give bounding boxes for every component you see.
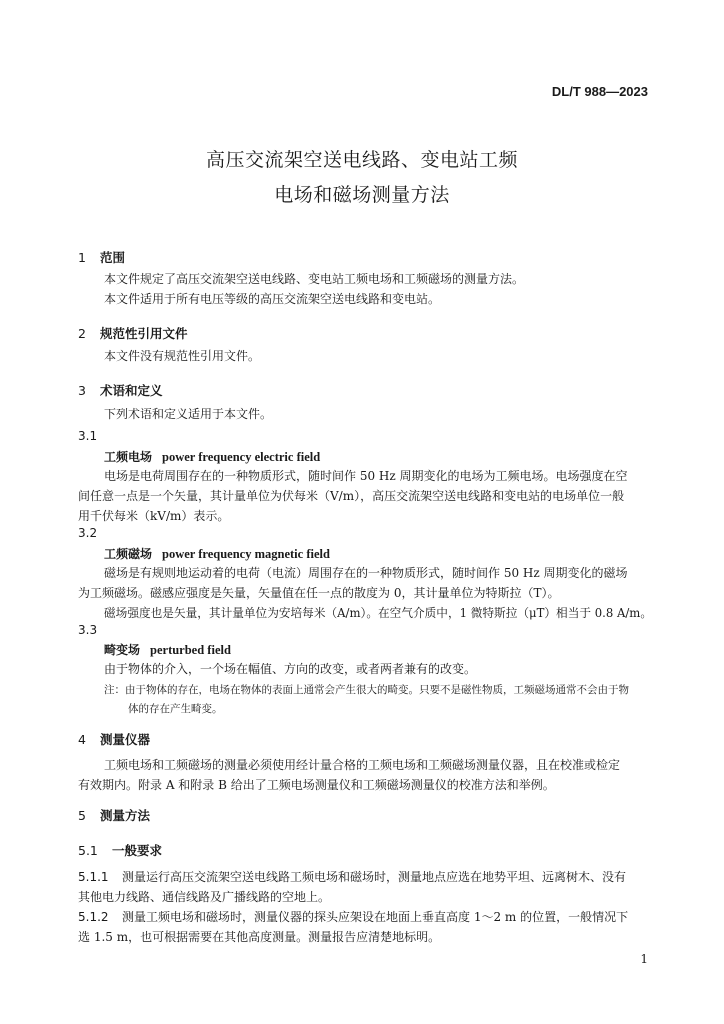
clause-5-1-1-line-1 [78,867,626,887]
section-1-para-1: 本文件规定了高压交流架空送电线路、变电站工频电场和工频磁场的测量方法。 [104,272,525,286]
section-3-para-1: 下列术语和定义适用于本文件。 [104,407,273,421]
section-3-heading [78,381,163,399]
section-title: 测量仪器 [100,732,151,747]
section-1-para-2: 本文件适用于所有电压等级的高压交流架空送电线路和变电站。 [104,292,441,306]
term-en: power frequency magnetic field [162,547,330,561]
subsection-number: 5.1 [78,843,98,858]
term-3-2-line-1: 磁场是有规则地运动着的电荷（电流）周围存在的一种物质形式，随时间作 50 Hz 周期变化的磁场 [104,566,628,580]
term-3-3-number: 3.3 [78,623,98,637]
term-3-1-line-2: 间任意一点是一个矢量，其计量单位为伏每米（V/m），高压交流架空送电线路和变电站的电场单位一般 [78,489,625,503]
standard-code: DL/T 988—2023 [551,84,648,99]
document-title-line-1: 高压交流架空送电线路、变电站工频 [205,149,518,171]
page-number: 1 [640,952,648,966]
term-3-2-title [104,545,330,562]
section-title: 术语和定义 [100,383,163,398]
section-2-para-1: 本文件没有规范性引用文件。 [104,349,261,363]
clause-text: 测量运行高压交流架空送电线路工频电场和磁场时，测量地点应选在地势平坦、远离树木、没有 [122,870,627,884]
section-4-line-1: 工频电场和工频磁场的测量必须使用经计量合格的工频电场和工频磁场测量仪器，且在校准或检定 [104,758,621,772]
section-number: 1 [78,250,86,265]
term-zh: 畸变场 [104,643,141,657]
section-1-heading [78,248,125,266]
clause-5-1-2-line-2: 选 1.5 m，也可根据需要在其他高度测量。测量报告应清楚地标明。 [78,930,441,944]
term-3-3-note-line-1: 注：由于物体的存在，电场在物体的表面上通常会产生很大的畸变。只要不是磁性物质，工频磁场通常不会由于物 [104,684,629,696]
term-3-3-note-line-2: 体的存在产生畸变。 [128,703,223,715]
section-number: 4 [78,732,86,747]
term-3-2-line-2: 为工频磁场。磁感应强度是矢量，矢量值在任一点的散度为 0，其计量单位为特斯拉（T）。 [78,586,560,600]
subsection-title: 一般要求 [112,843,163,858]
section-title: 测量方法 [100,808,151,823]
section-number: 5 [78,808,86,823]
term-en: perturbed field [150,643,231,657]
document-title-line-2: 电场和磁场测量方法 [274,184,450,206]
section-4-heading [78,730,150,748]
term-3-1-line-3: 用千伏每米（kV/m）表示。 [78,509,230,523]
term-3-1-number: 3.1 [78,429,98,443]
term-zh: 工频磁场 [104,547,153,561]
clause-number: 5.1.2 [78,910,109,924]
section-number: 3 [78,383,86,398]
term-3-1-line-1: 电场是电荷周围存在的一种物质形式，随时间作 50 Hz 周期变化的电场为工频电场。电场强度在空 [104,469,628,483]
term-3-3-line-1: 由于物体的介入，一个场在幅值、方向的改变，或者两者兼有的改变。 [104,662,477,676]
term-3-2-line-3: 磁场强度也是矢量，其计量单位为安培每米（A/m）。在空气介质中，1 微特斯拉（μT）相当于 0.8 A/m。 [104,606,653,620]
section-4-line-2: 有效期内。附录 A 和附录 B 给出了工频电场测量仪和工频磁场测量仪的校准方法和举例。 [78,778,555,792]
section-5-heading [78,806,150,824]
section-2-heading [78,324,188,342]
clause-5-1-2-line-1 [78,907,628,927]
section-number: 2 [78,326,86,341]
section-title: 规范性引用文件 [100,326,188,341]
clause-text: 测量工频电场和磁场时，测量仪器的探头应架设在地面上垂直高度 1～2 m 的位置，一般情况下 [122,910,629,924]
term-3-1-title [104,448,320,465]
subsection-5-1-heading [78,841,162,859]
clause-5-1-1-line-2: 其他电力线路、通信线路及广播线路的空地上。 [78,890,331,904]
section-title: 范围 [100,250,126,265]
term-3-2-number: 3.2 [78,526,98,540]
term-3-3-title [104,641,231,658]
term-en: power frequency electric field [162,450,321,464]
term-zh: 工频电场 [104,450,153,464]
clause-number: 5.1.1 [78,870,109,884]
